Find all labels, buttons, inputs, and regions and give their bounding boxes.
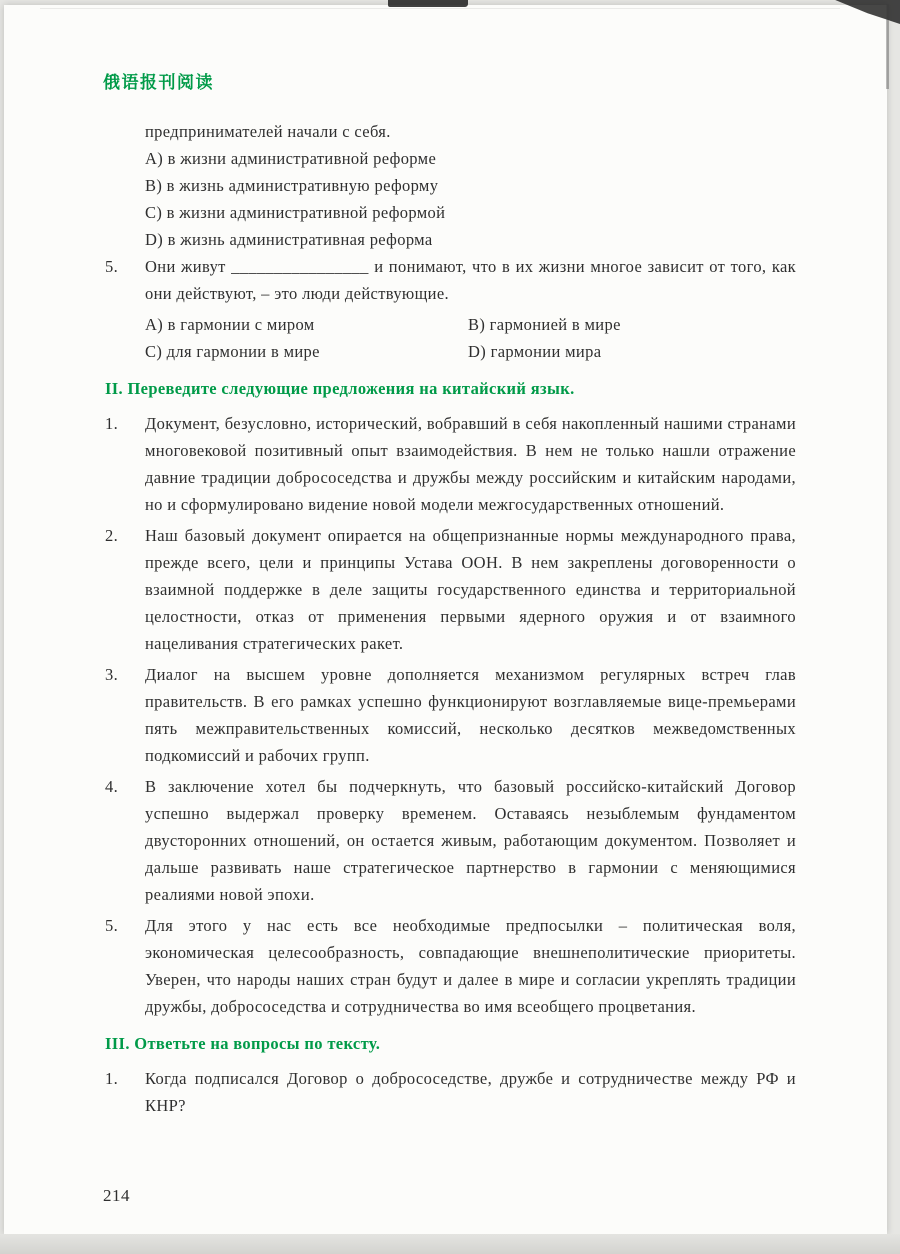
option-cell-b: B) гармонией в мире [468,315,621,334]
paragraph-item-4 [105,773,796,908]
item-number: 1. [105,1069,119,1088]
item-text: Документ, безусловно, исторический, вобравший в себя накопленный нашими странами многовековой позитивный опыт взаимодействия. В нем не только нашли отражение давние традиции добрососедства и дружбы между российским и китайским народами, но и сформулировано видение новой модели межгосударственных отношений. [145,414,796,514]
question-item-5 [105,253,796,307]
item-number: 4. [105,777,119,796]
scan-artifact-bottom-shade [0,1234,900,1254]
item-number: 2. [105,526,119,545]
item-number: 5. [105,916,119,935]
item-number: 1. [105,414,119,433]
scan-artifact-streak [886,4,889,89]
item-number: 5. [105,257,119,276]
section-heading-3: III. Ответьте на вопросы по тексту. [105,1034,381,1053]
options-grid [145,311,886,365]
continuation-line: предпринимателей начали с себя. [145,122,391,141]
paragraph-item-3 [105,661,796,769]
option-line-c: C) в жизни административной реформой [145,203,446,222]
option-cell-a: A) в гармонии с миром [145,315,315,334]
paragraph-item-5 [105,912,796,1020]
item-text: Наш базовый документ опирается на общепризнанные нормы международного права, прежде всего, цели и принципы Устава ООН. В нем закреплены договоренности о взаимной поддержке в деле защиты государственного единства и территориальной целостности, отказ от применения первыми ядерного оружия и от взаимного нацеливания стратегических ракет. [145,526,796,653]
item-text: Когда подписался Договор о добрососедстве, дружбе и сотрудничестве между РФ и КНР? [145,1069,796,1115]
paragraph-item-1 [105,410,796,518]
scan-artifact-smudge [388,0,468,7]
option-cell-d: D) гармонии мира [468,342,602,361]
page-content [4,118,886,1123]
question-item-3-1 [105,1065,796,1119]
option-line-a: A) в жизни административной реформе [145,149,437,168]
page-header-title: 俄语报刊阅读 [103,73,214,93]
item-text: Диалог на высшем уровне дополняется механизмом регулярных встреч глав правительств. В его рамках успешно функционируют возглавляемые вице-премьерами пять межправительственных комиссий, несколько десятков межведомственных подкомиссий и рабочих групп. [145,665,796,765]
item-number: 3. [105,665,119,684]
option-line-d: D) в жизнь административная реформа [145,230,433,249]
scan-artifact-top-line [40,8,840,9]
option-cell-c: C) для гармонии в мире [145,342,320,361]
item-text: Они живут ________________ и понимают, что в их жизни многое зависит от того, как они действуют, – это люди действующие. [145,257,796,303]
item-text: В заключение хотел бы подчеркнуть, что базовый российско-китайский Договор успешно выдержал проверку временем. Оставаясь незыблемым фундаментом двусторонних отношений, он остается живым, работающим документом. Позволяет и дальше развивать наше стратегическое партнерство в гармонии с меняющимися реалиями новой эпохи. [145,777,796,904]
section-heading-2: II. Переведите следующие предложения на китайский язык. [105,379,575,398]
item-text: Для этого у нас есть все необходимые предпосылки – политическая воля, экономическая целесообразность, совпадающие внешнеполитические приоритеты. Уверен, что народы наших стран будут и далее в мире и согласии укреплять традиции дружбы, добрососедства и сотрудничества во имя всеобщего процветания. [145,916,796,1016]
page-number: 214 [103,1186,130,1205]
option-line-b: B) в жизнь административную реформу [145,176,439,195]
paragraph-item-2 [105,522,796,657]
